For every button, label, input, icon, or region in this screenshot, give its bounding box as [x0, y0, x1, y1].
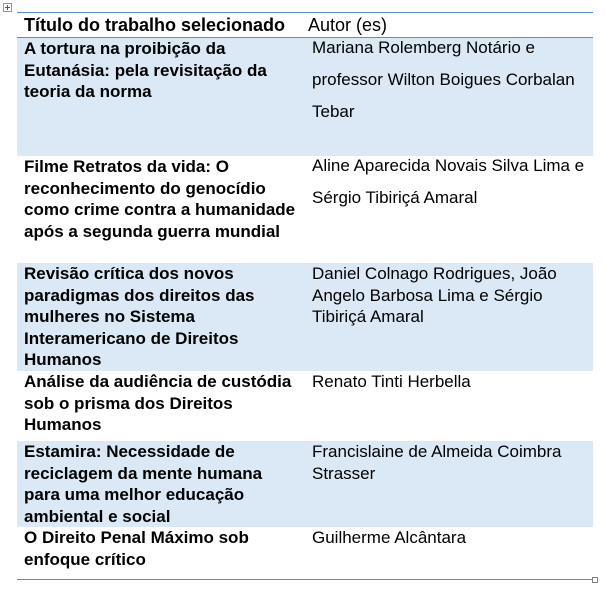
table-move-handle-icon[interactable] — [3, 3, 12, 12]
table-row — [17, 441, 593, 527]
work-title: Estamira: Necessidade de reciclagem da mente humana para uma melhor educação ambiental e social — [17, 441, 305, 527]
work-title: Análise da audiência de custódia sob o prisma dos Direitos Humanos — [24, 372, 292, 434]
work-author — [305, 38, 593, 157]
author-column-header: Autor (es) — [305, 13, 593, 38]
work-author: Guilherme Alcântara — [312, 528, 467, 547]
work-title: Filme Retratos da vida: O reconhecimento do genocídio como crime contra a humanidade após a segunda guerra mundial — [24, 157, 296, 241]
work-title: A tortura na proibição da Eutanásia: pela revisitação da teoria da norma — [17, 38, 305, 157]
work-author: Renato Tinti Herbella — [312, 372, 471, 391]
table-row — [17, 156, 593, 263]
table-row — [17, 371, 593, 441]
table-row — [17, 527, 593, 580]
table-row — [17, 263, 593, 371]
title-column-header: Título do trabalho selecionado — [17, 13, 305, 38]
work-author-text: Aline Aparecida Novais Silva Lima e Sérgio Tibiriçá Amaral — [312, 156, 585, 207]
work-author: Daniel Colnago Rodrigues, João Angelo Barbosa Lima e Sérgio Tibiriçá Amaral — [305, 263, 593, 371]
work-author — [305, 156, 593, 263]
table-header-row — [17, 13, 593, 38]
table-resize-handle-icon[interactable] — [592, 577, 598, 583]
table-row — [17, 38, 593, 157]
work-title: Revisão crítica dos novos paradigmas dos direitos das mulheres no Sistema Interamericano de Direitos Humanos — [17, 263, 305, 371]
work-author-text: Mariana Rolemberg Notário e professor Wilton Boigues Corbalan Tebar — [312, 38, 575, 121]
work-author: Francislaine de Almeida Coimbra Strasser — [305, 441, 593, 527]
work-title: O Direito Penal Máximo sob enfoque crítico — [24, 528, 249, 569]
selected-works-table — [17, 12, 593, 580]
